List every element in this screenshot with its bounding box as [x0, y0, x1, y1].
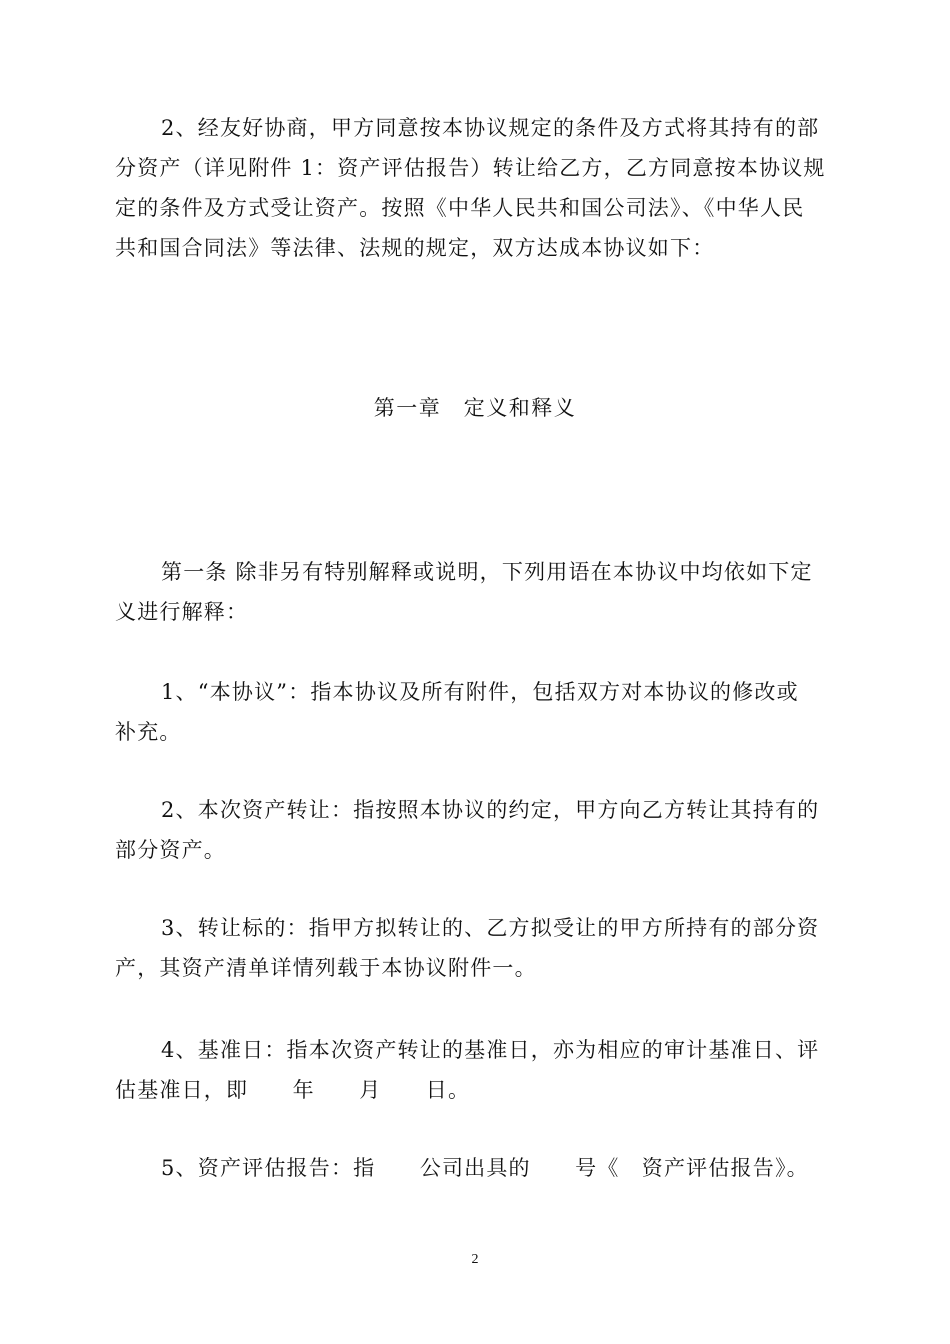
paragraph-line: 3、转让标的：指甲方拟转让的、乙方拟受让的甲方所持有的部分资 — [161, 916, 820, 940]
paragraph-line: 2、本次资产转让：指按照本协议的约定，甲方向乙方转让其持有的 — [161, 798, 820, 822]
paragraph-line: 4、基准日：指本次资产转让的基准日，亦为相应的审计基准日、评 — [161, 1038, 820, 1062]
definition-item-5 — [115, 1148, 835, 1188]
paragraph-intro — [115, 108, 835, 268]
paragraph-line: 补充。 — [115, 720, 182, 744]
article-one — [115, 552, 835, 632]
paragraph-line: 5、资产评估报告：指 公司出具的 号《 资产评估报告》。 — [161, 1156, 809, 1180]
paragraph-line: 分资产（详见附件 1：资产评估报告）转让给乙方，乙方同意按本协议规 — [115, 156, 826, 180]
definition-item-2 — [115, 790, 835, 870]
definition-item-4 — [115, 1030, 835, 1110]
paragraph-line: 2、经友好协商，甲方同意按本协议规定的条件及方式将其持有的部 — [161, 116, 820, 140]
paragraph-line: 1、“本协议”：指本协议及所有附件，包括双方对本协议的修改或 — [161, 680, 799, 704]
paragraph-line: 义进行解释： — [115, 600, 249, 624]
paragraph-line: 共和国合同法》等法律、法规的规定，双方达成本协议如下： — [115, 236, 715, 260]
definition-item-3 — [115, 908, 835, 988]
chapter-heading: 第一章 定义和释义 — [373, 396, 577, 420]
paragraph-line: 估基准日，即 年 月 日。 — [115, 1078, 471, 1102]
paragraph-line: 部分资产。 — [115, 838, 226, 862]
page-number: 2 — [471, 1252, 479, 1267]
paragraph-line: 产，其资产清单详情列载于本协议附件一。 — [115, 956, 537, 980]
paragraph-line: 定的条件及方式受让资产。按照《中华人民共和国公司法》、《中华人民 — [115, 196, 805, 220]
definition-item-1 — [115, 672, 835, 752]
paragraph-line: 第一条 除非另有特别解释或说明，下列用语在本协议中均依如下定 — [161, 560, 813, 584]
